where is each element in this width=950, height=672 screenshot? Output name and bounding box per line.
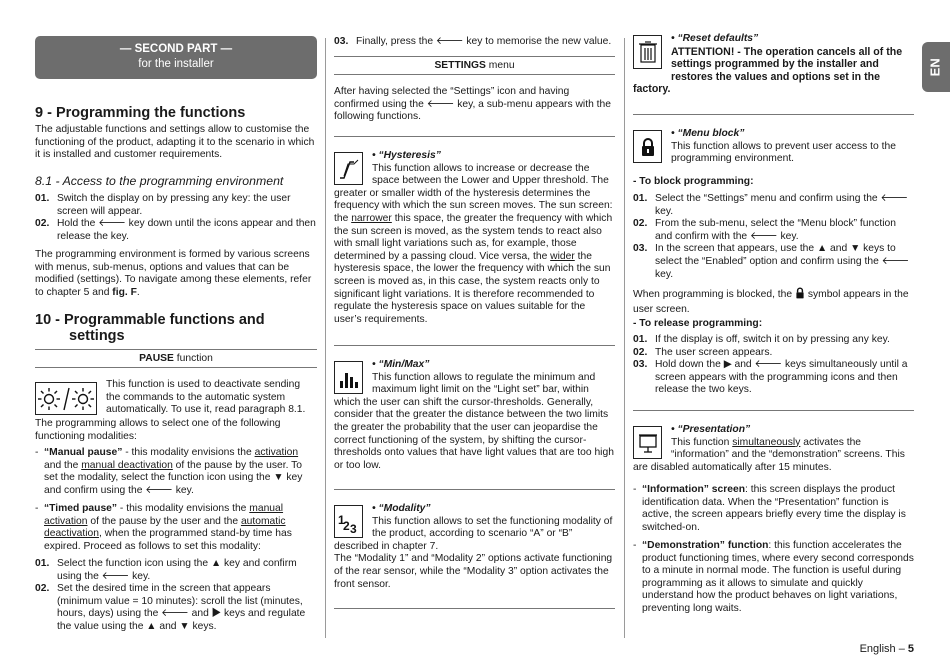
presentation-block xyxy=(633,424,914,474)
pause-function-heading: PAUSE function xyxy=(139,353,213,364)
section-9-title: 9 - Programming the functions xyxy=(35,105,246,121)
svg-text:2: 2 xyxy=(342,518,350,533)
step-item: 01. If the display is off, switch it on by pressing any key. xyxy=(633,334,890,345)
block-programming-heading: - To block programming: xyxy=(633,176,754,187)
reset-defaults-heading: • “Reset defaults” xyxy=(671,33,759,44)
release-programming-steps xyxy=(633,334,914,397)
section-10-title: 10 - Programmable functions and settings xyxy=(35,312,265,344)
divider xyxy=(334,608,615,609)
settings-menu-heading: SETTINGS menu xyxy=(434,60,515,71)
settings-menu-text: After having selected the “Settings” icon and having confirmed using the 🡐 key, a sub-menu appears with the following functions. xyxy=(334,86,611,123)
padlock-icon xyxy=(633,130,662,163)
menu-block-heading: • “Menu block” xyxy=(671,128,745,139)
divider xyxy=(334,56,615,57)
step-item: 01. Select the “Settings” menu and confirm using the 🡐 key. xyxy=(633,193,909,217)
pause-description: This function is used to deactivate sending the commands to the automatic system automatically. To use it, read paragraph 8.1. xyxy=(35,379,317,417)
information-screen-item: - “Information” screen: this screen displays the product identification data. When the “Presentation” function is active, the screen appears briefly every time the display is switched-on. xyxy=(633,484,906,533)
presentation-heading: • “Presentation” xyxy=(671,424,751,435)
subsection-8-1-title: 8.1 - Access to the programming environment xyxy=(35,174,284,188)
demonstration-function-item: - “Demonstration” function: this function accelerates the product functioning times, where every second corresponds to a minute in normal mode. The function is useful during programming as it allows to simulate and quickly understand how the product behaves on light variations, preventing long waits. xyxy=(633,540,914,614)
banner-title: — SECOND PART — xyxy=(119,43,233,55)
column-divider xyxy=(624,38,625,638)
divider xyxy=(633,410,914,411)
divider xyxy=(35,367,317,368)
hysteresis-icon xyxy=(334,152,363,185)
menu-block-block xyxy=(633,128,914,166)
modality-heading: • “Modality” xyxy=(372,503,431,514)
pause-icon xyxy=(35,382,97,415)
projector-screen-icon xyxy=(633,426,662,459)
block-programming-steps xyxy=(633,193,914,281)
divider xyxy=(334,489,615,490)
timed-pause-steps xyxy=(35,558,317,634)
step-item: 03. Finally, press the 🡐 key to memorise the new value. xyxy=(334,36,612,47)
modality-123-icon xyxy=(334,505,363,538)
modality-text: This function allows to set the functioning modality of the product, according to scenario “A” or “B” described in chapter 7. xyxy=(334,515,613,552)
bar-chart-icon xyxy=(334,361,363,394)
column-divider xyxy=(325,38,326,638)
divider xyxy=(334,136,615,137)
timed-pause-item: - “Timed pause” - this modality envisions the manual activation of the pause by the user and the automatic deactivation, when the programmed stand-by time has expired. Proceed as follows to set this modality: xyxy=(35,503,292,552)
minmax-heading: • “Min/Max” xyxy=(372,359,430,370)
pause-modalities-text: The programming allows to select one of the following functioning modalities: xyxy=(35,418,281,442)
minmax-text: This function allows to regulate the minimum and maximum light limit on the “Light set” bar, within which the user can shift the cursor-thresholds. Generally, consider that the greater the distance between the two limits the greater the probability that the user can jeopardise the correct functioning of the system, by shifting the cursor-thresholds onto values that have light values that are too high or too low. xyxy=(334,371,614,471)
menu-block-text: This function allows to prevent user access to the programming environment. xyxy=(671,140,896,165)
language-tab-en: EN xyxy=(922,42,950,92)
page-number: 5 xyxy=(907,643,914,655)
section-9-intro: The adjustable functions and settings allow to customise the functioning of the product, adapting it to the scenario in which it is installed and customer requirements. xyxy=(35,124,315,161)
release-programming-heading: - To release programming: xyxy=(633,318,763,329)
reset-defaults-warning: ATTENTION! - The operation cancels all of the settings programmed by the installer and restores the values and options set in the factory. xyxy=(633,45,903,96)
step-item: 03. Hold down the ▶ and 🡐 keys simultaneously until a screen appears with the programming icons and then release the two keys. xyxy=(633,359,908,396)
banner-subtitle: for the installer xyxy=(138,57,214,70)
divider xyxy=(334,345,615,346)
modality-options-text: The “Modality 1” and “Modality 2” options activate functioning of the rear sensor, while the “Modality 3” option activates the front sensor. xyxy=(334,553,613,590)
modality-block xyxy=(334,503,615,591)
step-item: 03. In the screen that appears, use the ▲ and ▼ keys to select the “Enabled” option and confirm using the 🡐 key. xyxy=(633,243,910,280)
presentation-text: This function simultaneously activates the “information” and the “demonstration” screens. This are disabled automatically after 15 minutes. xyxy=(633,436,905,473)
access-steps xyxy=(35,193,317,243)
trash-bin-icon xyxy=(633,35,662,69)
second-part-banner xyxy=(35,36,317,79)
hysteresis-heading: • “Hysteresis” xyxy=(372,150,441,161)
reset-defaults-block xyxy=(633,33,914,96)
svg-text:3: 3 xyxy=(349,521,357,534)
step-item: 02. Hold the 🡐 key down until the icons appear and then release the key. xyxy=(35,218,316,242)
padlock-symbol-icon xyxy=(795,287,805,304)
step-item: 01. Select the function icon using the ▲ key and confirm using the 🡐 key. xyxy=(35,558,297,582)
programming-environment-text: The programming environment is formed by various screens with menus, sub-menus, options and values that can be modified (settings). To navigate among these elements, refer to chapter 5 and fig. F. xyxy=(35,249,312,298)
minmax-block xyxy=(334,359,615,472)
step-item: 01. Switch the display on by pressing any key: the user screen will appear. xyxy=(35,193,291,217)
hysteresis-text: This function allows to increase or decrease the space between the Lower and Upper threshold. The greater or smaller width of the hysteresis determines the frequency with which the sun screen moves. The sun screen: the narrower this space, the greater the frequency with which the sun screen is moved, as the system tends to react also with small light variations such as, for example, those determined by a passing cloud. Vice versa, the wider the hysteresis space, the lower the frequency with which the sun screen is moved as, in this case, the system reacts only to significant light variations. It is therefore recommended to regulate the hysteresis space on values suitable for the user’s requirements. xyxy=(334,162,613,325)
step-item: 02. The user screen appears. xyxy=(633,346,773,358)
divider xyxy=(35,349,317,350)
page-footer: English – 5 xyxy=(859,643,914,655)
step-item: 02. From the sub-menu, select the “Menu block” function and confirm with the 🡐 key. xyxy=(633,218,896,242)
manual-pause-item: - “Manual pause” - this modality envisions the activation and the manual deactivation of the pause by the user. To set the modality, select the function icon using the ▼ key and confirm using the 🡐 key. xyxy=(35,447,303,496)
blocked-notice: When programming is blocked, the symbol appears in the user screen. xyxy=(633,289,909,315)
svg-text:1: 1 xyxy=(337,512,345,527)
hysteresis-block xyxy=(334,150,615,326)
divider xyxy=(334,74,615,75)
step-item: 02. Set the desired time in the screen that appears (minimum value = 10 minutes): scroll the list (minutes, hours, days) using the 🡐 and ▶ keys and regulate the value using the ▲ and ▼ keys. xyxy=(35,583,306,632)
divider xyxy=(633,114,914,115)
